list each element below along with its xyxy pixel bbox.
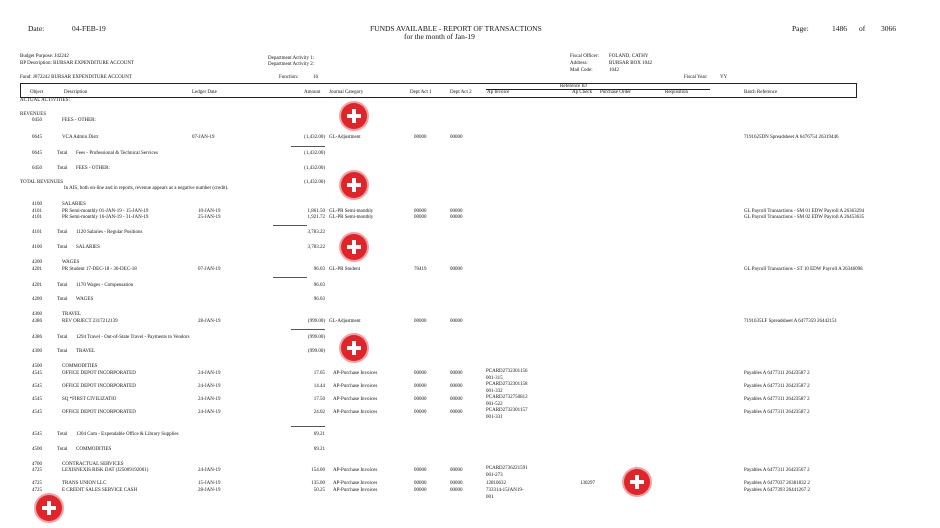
subtotal-rule: [291, 146, 325, 147]
row-description: PR Semi-monthly 01-JAN-19 - 15-JAN-19: [62, 209, 149, 214]
row-amount: (999.00): [307, 319, 325, 324]
row-dept-act-1: 00000: [414, 410, 427, 415]
subtotal-description: Fees - Professional & Technical Services: [76, 151, 158, 156]
row-amount: 96.03: [313, 267, 325, 272]
row-batch-reference: 7191625DN Spreadsheet A 6476754 26319446: [744, 135, 839, 140]
row-description: OFFICE DEPOT INCORPORATED: [62, 384, 136, 389]
col-description: Description: [64, 90, 88, 95]
row-batch-reference: Payables A 6477311 26423587 2: [744, 410, 810, 415]
row-date: 10-JAN-19: [198, 209, 221, 214]
row-date: 25-JAN-19: [198, 215, 221, 220]
total-amount: 69.21: [313, 447, 325, 452]
row-dept-act-2: 00000: [450, 135, 463, 140]
total-label: Total: [57, 245, 68, 250]
row-object: 4201: [32, 267, 42, 272]
row-ap-invoice: PCARD2732301158: [486, 382, 528, 387]
row-journal-category: AP-Purchase Invoices: [333, 384, 378, 389]
row-amount: 50.25: [313, 488, 325, 493]
row-ap-invoice: 733314-15JAN19-: [486, 488, 524, 493]
row-batch-reference: GL Payroll Transactions - SM 01 EDW Payroll A 26363294: [744, 209, 865, 214]
row-batch-reference: 7191635LF Spreadsheet A 6477359 26442151: [744, 319, 838, 324]
subtotal-rule: [291, 426, 325, 427]
row-amount: 17.50: [313, 397, 325, 402]
commodities-heading: COMMODITIES: [62, 364, 98, 369]
row-object: 4725: [32, 488, 42, 493]
row-date: 24-JAN-19: [198, 410, 221, 415]
fiscal-officer-label: Fiscal Officer:: [570, 54, 599, 59]
total-description: COMMODITIES: [76, 447, 112, 452]
address-label: Address:: [570, 61, 588, 66]
row-amount: 1,861.50: [307, 209, 325, 214]
row-dept-act-1: 00000: [414, 209, 427, 214]
page-number: 1486: [832, 24, 847, 33]
row-description: TRANS UNION LLC: [62, 481, 107, 486]
row-date: 24-JAN-19: [198, 397, 221, 402]
row-object: 4101: [32, 215, 42, 220]
date-value: 04-FEB-19: [72, 24, 106, 33]
col-dept-act-2: Dept Act 2: [450, 90, 472, 95]
row-journal-category: GL-PR Semi-monthly: [329, 209, 374, 214]
col-journal-category: Journal Category: [329, 90, 364, 95]
subtotal-label: Total: [57, 283, 68, 288]
subtotal-object: 4201: [32, 283, 42, 288]
total-revenues-amount: (1,432.00): [304, 180, 325, 185]
date-label: Date:: [28, 24, 45, 33]
row-batch-reference: Payables A 6477311 26423587 2: [744, 371, 810, 376]
dept-activity-1: Department Activity 1:: [268, 56, 315, 61]
row-object: 4545: [32, 397, 42, 402]
row-object: 4386: [32, 319, 42, 324]
row-dept-act-1: 00000: [414, 319, 427, 324]
total-description: SALARIES: [76, 245, 100, 250]
row-batch-reference: Payables A 6477393 26441267 2: [744, 488, 810, 493]
row-batch-reference: GL Payroll Transactions - SM 02 EDW Payroll A 26453635: [744, 215, 865, 220]
subtotal-object: 4386: [32, 335, 42, 340]
total-amount: (999.00): [307, 349, 325, 354]
subtotal-label: Total: [57, 230, 68, 235]
row-date: 28-JAN-19: [198, 319, 221, 324]
subtotal-description: 1120 Salaries - Regular Positions: [76, 230, 143, 235]
plus-circle-icon[interactable]: [341, 234, 367, 260]
total-amount: (1,432.00): [304, 166, 325, 171]
row-ap-invoice-line2: 001: [486, 495, 494, 500]
row-amount: (1,432.00): [304, 135, 325, 140]
row-object: 4725: [32, 481, 42, 486]
row-ap-invoice-line2: 001-315: [486, 376, 503, 381]
row-dept-act-2: 00000: [450, 267, 463, 272]
row-dept-act-1: 00000: [414, 135, 427, 140]
col-dept-act-1: Dept Act 1: [410, 90, 432, 95]
row-batch-reference: Payables A 6477037 26381832 2: [744, 481, 810, 486]
subtotal-object: 4101: [32, 230, 42, 235]
budget-purpose: Budget Purpose: J42242: [20, 54, 69, 59]
row-dept-act-1: 00000: [414, 371, 427, 376]
fiscal-officer-value: FOLAND, CATHY: [609, 54, 649, 59]
row-date: 15-JAN-19: [198, 481, 221, 486]
row-description: REV OBJECT 2317212139: [62, 319, 118, 324]
row-dept-act-2: 00000: [450, 215, 463, 220]
row-description: SQ *FIRST CIVILIZATIO: [62, 397, 117, 402]
row-date: 28-JAN-19: [198, 488, 221, 493]
total-object: 4100: [32, 245, 42, 250]
subtotal-amount: (999.00): [307, 335, 325, 340]
subtotal-amount: 3,783.22: [307, 230, 325, 235]
row-journal-category: AP-Purchase Invoices: [333, 468, 378, 473]
col-reference-id: Reference ID: [560, 84, 587, 89]
subtotal-amount: 69.21: [313, 432, 325, 437]
row-date: 24-JAN-19: [198, 384, 221, 389]
contractual-heading: CONTRACTUAL SERVICES: [62, 462, 124, 467]
revenue-note: In AIS, both on-line and in reports, revenue appears as a negative number (credit).: [64, 186, 229, 191]
subtotal-label: Total: [57, 335, 68, 340]
bp-description: BP Description: BURSAR EXPENDITURE ACCOUNT: [20, 61, 134, 66]
of-label: of: [859, 24, 866, 33]
fiscal-year-label: Fiscal Year:: [684, 75, 708, 80]
row-object: 4101: [32, 209, 42, 214]
plus-circle-icon[interactable]: [341, 335, 367, 361]
mail-code-label: Mail Code:: [570, 68, 593, 73]
row-dept-act-2: 00000: [450, 209, 463, 214]
total-amount: 3,783.22: [307, 245, 325, 250]
travel-heading: TRAVEL: [62, 312, 82, 317]
subtotal-label: Total: [57, 432, 68, 437]
row-ap-invoice-line2: 001-331: [486, 415, 503, 420]
row-amount: 154.00: [311, 468, 325, 473]
dept-activity-2: Department Activity 2:: [268, 62, 315, 67]
total-revenues-label: TOTAL REVENUES: [20, 180, 64, 185]
row-dept-act-2: 00000: [450, 488, 463, 493]
row-amount: 135.00: [311, 481, 325, 486]
row-journal-category: GL-PR Student: [329, 267, 360, 272]
row-journal-category: AP-Purchase Invoices: [333, 410, 378, 415]
row-batch-reference: GL Payroll Transactions - ST 10 EDW Payroll A 26346098: [744, 267, 863, 272]
row-date: 07-JAN-19: [192, 135, 215, 140]
row-dept-act-1: 00000: [414, 384, 427, 389]
row-amount: 14.44: [313, 384, 325, 389]
subtotal-object: 0645: [32, 151, 42, 156]
row-ap-invoice-line2: 001-332: [486, 389, 503, 394]
row-description: LEXISNEXIS RISK DAT (J25009192001): [62, 468, 149, 473]
row-description: E CREDIT SALES SERVICE CASH: [62, 488, 138, 493]
function-value: 16: [313, 75, 318, 80]
mail-code-value: 1042: [609, 68, 619, 73]
row-description: PR Student 17-DEC-18 - 30-DEC-18: [62, 267, 137, 272]
row-journal-category: AP-Purchase Invoices: [333, 371, 378, 376]
row-dept-act-1: 00000: [414, 215, 427, 220]
fees-heading: FEES - OTHER:: [62, 118, 96, 123]
row-date: 24-JAN-19: [198, 371, 221, 376]
row-dept-act-1: 00000: [414, 488, 427, 493]
row-journal-category: GL-PR Semi-monthly: [329, 215, 374, 220]
total-description: TRAVEL: [76, 349, 96, 354]
row-dept-act-2: 00000: [450, 468, 463, 473]
row-ap-invoice-line2: 001-522: [486, 402, 503, 407]
row-batch-reference: Payables A 6477311 26423567 2: [744, 468, 810, 473]
row-dept-act-2: 00000: [450, 397, 463, 402]
row-amount: 1,921.72: [307, 215, 325, 220]
row-object: 4545: [32, 384, 42, 389]
row-description: PR Semi-monthly 16-JAN-19 - 31-JAN-19: [62, 215, 149, 220]
subtotal-label: Total: [57, 151, 68, 156]
fund: Fund: J072242 BURSAR EXPENDITURE ACCOUNT: [20, 75, 132, 80]
row-dept-act-1: 00000: [414, 481, 427, 486]
report-subtitle: for the month of Jan-19: [404, 32, 475, 41]
row-object: 4545: [32, 410, 42, 415]
fees-object: 0450: [32, 118, 42, 123]
row-journal-category: AP-Purchase Invoices: [333, 397, 378, 402]
row-object: 0645: [32, 135, 42, 140]
report-title: FUNDS AVAILABLE - REPORT OF TRANSACTIONS: [370, 24, 542, 33]
total-label: Total: [57, 166, 68, 171]
total-amount: 96.03: [313, 297, 325, 302]
row-dept-act-2: 00000: [450, 384, 463, 389]
row-batch-reference: Payables A 6477311 26423587 2: [744, 397, 810, 402]
row-ap-invoice: PCARD2732301157: [486, 408, 528, 413]
row-description: VCA Admin Distr: [62, 135, 99, 140]
total-description: FEES - OTHER:: [76, 166, 110, 171]
col-requisition: Requisition: [665, 90, 689, 95]
row-dept-act-1: 00000: [414, 397, 427, 402]
total-label: Total: [57, 349, 68, 354]
contractual-object: 4700: [32, 462, 42, 467]
row-date: 07-JAN-19: [198, 267, 221, 272]
travel-object: 4300: [32, 312, 42, 317]
row-amount: 24.02: [313, 410, 325, 415]
page-label: Page:: [792, 24, 809, 33]
revenues-heading: REVENUES: [20, 112, 47, 117]
subtotal-description: 1294 Travel - Out-of-State Travel - Payments to Vendors: [76, 335, 190, 340]
row-journal-category: AP-Purchase Invoices: [333, 481, 378, 486]
row-amount: 17.05: [313, 371, 325, 376]
subtotal-rule: [273, 225, 307, 226]
row-description: OFFICE DEPOT INCORPORATED: [62, 371, 136, 376]
row-description: OFFICE DEPOT INCORPORATED: [62, 410, 136, 415]
subtotal-description: 1304 Com - Expendable Office & Library Supplies: [76, 432, 179, 437]
row-date: 24-JAN-19: [198, 468, 221, 473]
plus-circle-icon[interactable]: [36, 495, 62, 521]
row-ap-check: 130297: [580, 481, 595, 486]
salaries-object: 4100: [32, 202, 42, 207]
total-label: Total: [57, 447, 68, 452]
col-batch-reference: Batch Reference: [744, 90, 778, 95]
commodities-object: 4500: [32, 364, 42, 369]
row-dept-act-2: 00000: [450, 410, 463, 415]
col-ap-check: Ap Check: [572, 90, 593, 95]
total-object: 4500: [32, 447, 42, 452]
row-object: 4545: [32, 371, 42, 376]
col-object: Object: [30, 90, 44, 95]
row-journal-category: GL-Adjustment: [329, 319, 361, 324]
total-description: WAGES: [76, 297, 94, 302]
col-amount: Amount: [304, 90, 321, 95]
row-ap-invoice: PCARD2732301156: [486, 369, 528, 374]
wages-object: 4200: [32, 260, 42, 265]
salaries-heading: SALARIES: [62, 202, 86, 207]
row-ap-invoice-line2: 001-273: [486, 473, 503, 478]
wages-heading: WAGES: [62, 260, 80, 265]
col-purchase-order: Purchase Order: [600, 90, 631, 95]
subtotal-amount: (1,432.00): [304, 151, 325, 156]
subtotal-object: 4545: [32, 432, 42, 437]
subtotal-rule: [291, 329, 325, 330]
row-ap-invoice: PCARD2736221591: [486, 466, 528, 471]
subtotal-description: 1170 Wages - Compensation: [76, 283, 134, 288]
row-dept-act-1: 70419: [414, 267, 427, 272]
row-batch-reference: Payables A 6477311 26423587 2: [744, 384, 810, 389]
row-dept-act-2: 00000: [450, 371, 463, 376]
col-ap-invoice: Ap Invoice: [487, 90, 510, 95]
total-object: 0450: [32, 166, 42, 171]
fiscal-year-value: YY: [720, 75, 728, 80]
row-ap-invoice: PCARD2732750812: [486, 395, 528, 400]
function-label: Function:: [279, 75, 299, 80]
subtotal-rule: [273, 277, 307, 278]
total-object: 4200: [32, 297, 42, 302]
plus-circle-icon[interactable]: [624, 469, 650, 495]
row-journal-category: AP-Purchase Invoices: [333, 488, 378, 493]
plus-circle-icon[interactable]: [341, 103, 367, 129]
row-ap-invoice: 12810632: [486, 481, 506, 486]
address-value: BURSAR BOX 1042: [609, 61, 653, 66]
page-total: 3066: [881, 24, 896, 33]
col-ledger-date: Ledger Date: [192, 90, 217, 95]
row-dept-act-1: 00000: [414, 468, 427, 473]
row-object: 4725: [32, 468, 42, 473]
plus-circle-icon[interactable]: [341, 172, 367, 198]
row-journal-category: GL-Adjustment: [329, 135, 361, 140]
total-label: Total: [57, 297, 68, 302]
subtotal-amount: 96.03: [313, 283, 325, 288]
row-dept-act-2: 00000: [450, 319, 463, 324]
total-object: 4300: [32, 349, 42, 354]
actual-activities-label: ACTUAL ACTIVITIES:: [20, 98, 70, 103]
row-dept-act-2: 00000: [450, 481, 463, 486]
column-header-box: [20, 83, 857, 98]
